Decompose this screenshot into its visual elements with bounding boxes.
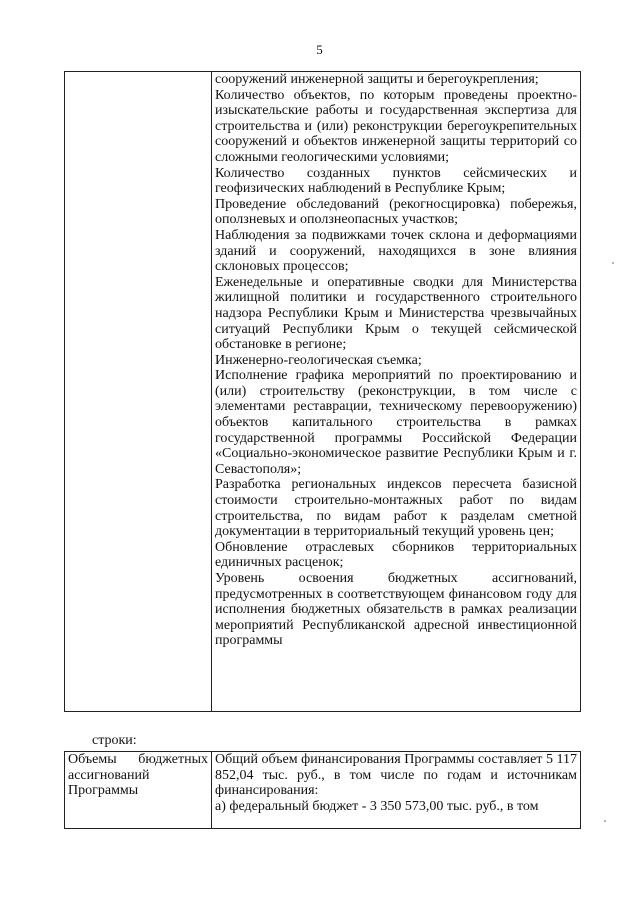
list-item: Количество объектов, по которым проведены проектно-изыскательские работы и государственная экспертиза для строительства и (или) реконструкции берегоукрепительных сооружений и объектов инженерной защиты территорий со сложными геологическими условиями; [215,87,577,165]
table-row [65,72,581,712]
table-row [65,752,581,829]
replace-label: строки: [92,733,137,748]
list-item: Количество созданных пунктов сейсмических и геофизических наблюдений в Республике Крым; [215,165,577,197]
list-item: Обновление отраслевых сборников территориальных единичных расценок; [215,539,577,571]
list-item: Уровень освоения бюджетных ассигнований, предусмотренных в соответствующем финансовом году для исполнения бюджетных обязательств в рамках реализации мероприятий Республиканской адресной инвестиционной программы [215,571,577,649]
scan-dot [604,820,606,822]
scan-dot [612,262,614,264]
table-cell-empty [65,72,212,712]
budget-value-cell [212,752,581,829]
budget-federal-text: а) федеральный бюджет - 3 350 573,00 тыс. руб., в том [215,798,539,814]
list-item: Разработка региональных индексов пересчета базисной стоимости строительно-монтажных работ по видам строительства, по видам работ к разделам сметной документации в территориальный текущий уровень цен; [215,477,577,540]
list-item: Исполнение графика мероприятий по проектированию и (или) строительству (реконструкции, в том числе с элементами реставрации, техническому перевооружению) объектов капитального строительства в рамках государственной программы Российской Федерации «Социально-экономическое развитие Республики Крым и г. Севастополя»; [215,368,577,477]
budget-table [64,751,581,829]
budget-label-cell [65,752,212,829]
list-item: Инженерно-геологическая съемка; [215,352,422,368]
indicators-cell [212,72,581,712]
budget-total-text: Общий объем финансирования Программы составляет 5 117 852,04 тыс. руб., в том числе по годам и источникам финансирования: [215,752,577,799]
list-item: Еженедельные и оперативные сводки для Министерства жилищной политики и государственного строительного надзора Республики Крым и Министерства чрезвычайных ситуаций Республики Крым о текущей сейсмической обстановке в регионе; [215,274,577,353]
budget-label: Объемы бюджетных ассигнований Программы [68,752,208,799]
page-number: 5 [316,42,323,57]
list-item: Наблюдения за подвижками точек склона и деформациями зданий и сооружений, находящихся в зоне влияния склоновых процессов; [215,227,577,275]
list-item: Проведение обследований (рекогносцировка) побережья, оползневых и оползнеопасных участков; [215,196,577,228]
list-item: сооружений инженерной защиты и берегоукрепления; [215,72,539,87]
indicators-table [64,71,581,712]
